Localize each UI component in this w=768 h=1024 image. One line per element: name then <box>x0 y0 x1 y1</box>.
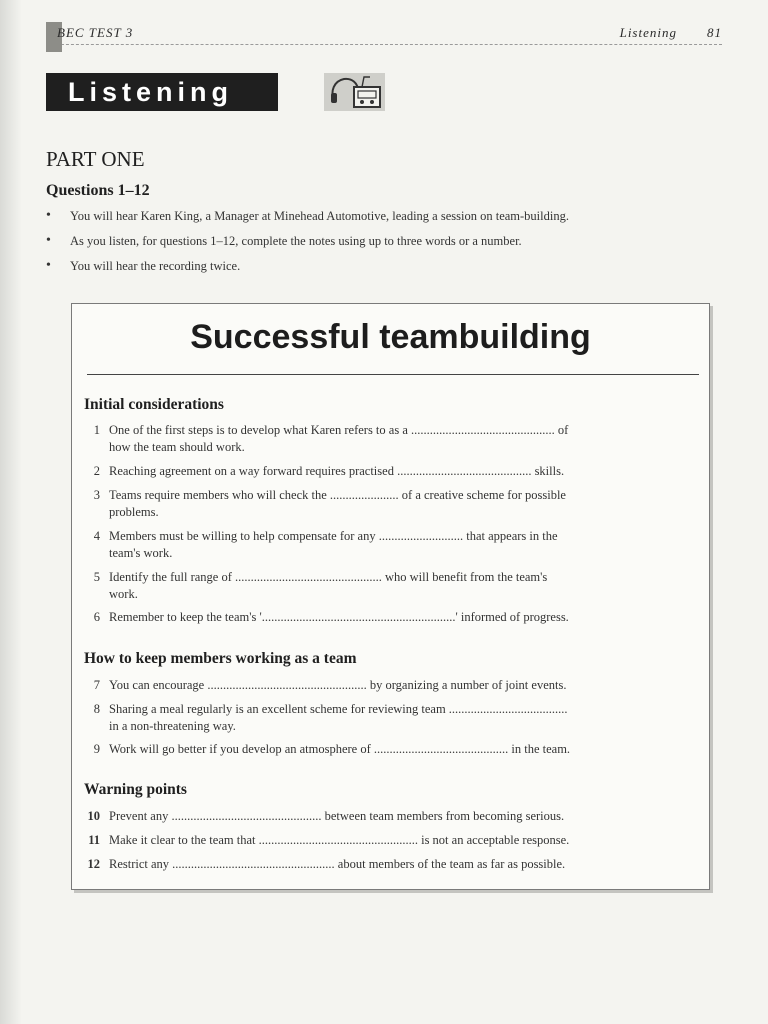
question-number: 9 <box>93 742 100 756</box>
task-box <box>71 303 710 890</box>
instruction-text: As you listen, for questions 1–12, complete the notes using up to three words or a number. <box>70 234 522 248</box>
section-heading: How to keep members working as a team <box>84 650 357 667</box>
question-item <box>82 832 694 856</box>
title-divider <box>87 374 699 375</box>
question-text: One of the first steps is to develop what Karen refers to as a .............................................. of <box>109 423 569 437</box>
question-item <box>82 422 694 463</box>
header-section-label: Listening <box>619 25 677 40</box>
section-heading: Initial considerations <box>84 396 224 413</box>
question-text: Teams require members who will check the ...................... of a creative scheme for possible <box>109 488 566 502</box>
question-text: Work will go better if you develop an atmosphere of ........................................... in the team. <box>109 742 571 756</box>
section-banner-label: Listening <box>46 73 278 111</box>
question-number: 4 <box>93 529 100 543</box>
task-title: Successful teambuilding <box>190 318 591 356</box>
section-banner <box>46 73 339 111</box>
headphones-cassette-icon <box>324 73 385 111</box>
instructions-list <box>46 206 736 281</box>
header-test-label: BEC TEST 3 <box>57 25 134 40</box>
question-text: Identify the full range of ............................................... who will benefit from the team's <box>109 570 548 584</box>
question-number: 5 <box>93 570 100 584</box>
question-number: 8 <box>93 702 100 716</box>
instruction-item <box>46 231 736 256</box>
question-list <box>82 422 694 633</box>
question-number: 10 <box>87 809 100 823</box>
header-right <box>620 25 722 41</box>
question-number: 12 <box>87 857 100 871</box>
question-item <box>82 609 694 633</box>
question-number: 11 <box>88 833 100 847</box>
question-item <box>82 487 694 528</box>
instruction-item <box>46 206 736 231</box>
page-number: 81 <box>707 25 722 40</box>
question-item <box>82 701 694 741</box>
question-text: Sharing a meal regularly is an excellent scheme for reviewing team ...................................... <box>109 702 568 716</box>
instruction-text: You will hear Karen King, a Manager at Minehead Automotive, leading a session on team-building. <box>70 209 569 223</box>
question-number: 1 <box>93 423 100 437</box>
question-text-cont: work. <box>109 587 138 601</box>
question-list <box>82 808 694 880</box>
question-item <box>82 808 694 832</box>
question-item <box>82 856 694 880</box>
question-item <box>82 463 694 487</box>
question-text: Reaching agreement on a way forward requires practised ........................................... skills. <box>109 464 565 478</box>
question-text: Restrict any .................................................... about members of the team as far as possible. <box>109 857 566 871</box>
question-text-cont: how the team should work. <box>109 440 245 454</box>
question-item <box>82 569 694 609</box>
question-text: Make it clear to the team that ................................................... is not an acceptable response. <box>109 833 570 847</box>
instruction-text: You will hear the recording twice. <box>70 259 241 273</box>
question-number: 7 <box>93 678 100 692</box>
running-header <box>46 22 722 45</box>
question-number: 2 <box>93 464 100 478</box>
question-text: Remember to keep the team's '..............................................................' informed of progress. <box>109 610 569 624</box>
page-edge-shadow <box>0 0 22 1024</box>
question-text-cont: in a non-threatening way. <box>109 719 236 733</box>
question-item <box>82 677 694 701</box>
question-text: You can encourage ................................................... by organizing a number of joint events. <box>109 678 567 692</box>
instruction-item <box>46 256 736 281</box>
question-text-cont: team's work. <box>109 546 173 560</box>
question-number: 3 <box>93 488 100 502</box>
question-item <box>82 528 694 569</box>
question-number: 6 <box>93 610 100 624</box>
question-list <box>82 677 694 765</box>
section-heading: Warning points <box>84 781 187 798</box>
part-title: PART ONE <box>46 147 145 171</box>
question-text: Prevent any ................................................ between team members from becoming serious. <box>109 809 565 823</box>
question-text: Members must be willing to help compensate for any ........................... that appears in the <box>109 529 558 543</box>
question-item <box>82 741 694 765</box>
question-text-cont: problems. <box>109 505 159 519</box>
questions-range-label: Questions 1–12 <box>46 182 150 199</box>
